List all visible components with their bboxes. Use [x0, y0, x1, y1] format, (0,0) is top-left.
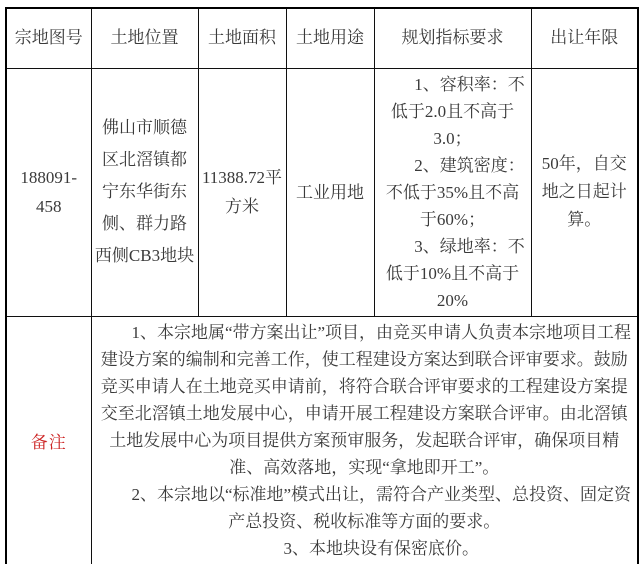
cell-land-location: 佛山市顺德区北滘镇都宁东华街东侧、群力路西侧CB3地块	[91, 68, 198, 316]
header-land-area: 土地面积	[198, 8, 286, 68]
remarks-paragraph-2: 2、本宗地以“标准地”模式出让，需符合产业类型、总投资、固定资产总投资、税收标准等方面的要求。	[131, 484, 632, 531]
cell-parcel-map-no: 188091-458	[6, 68, 91, 316]
planning-item-plot-ratio: 1、容积率：不低于2.0且不高于3.0；	[390, 74, 525, 148]
remarks-row	[6, 316, 638, 564]
parcel-data-row	[6, 68, 638, 316]
cell-land-use: 工业用地	[286, 68, 374, 316]
remarks-paragraph-3: 3、本地块设有保密底价。	[283, 538, 479, 558]
table-header-row	[6, 8, 638, 68]
land-parcel-table	[5, 7, 639, 564]
remarks-paragraph-1: 1、本宗地属“带方案出让”项目，由竞买申请人负责本宗地项目工程建设方案的编制和完善工作，使工程建设方案达到联合评审要求。鼓励竞买申请人在土地竞买申请前，将符合联合评审要求的工程建设方案提交至北滘镇土地发展中心，申请开展工程建设方案联合评审。由北滘镇土地发展中心为项目提供方案预审服务，发起联合评审，确保项目精准、高效落地，实现“拿地即开工”。	[100, 322, 632, 477]
header-land-use: 土地用途	[286, 8, 374, 68]
cell-transfer-term: 50年，自交地之日起计算。	[531, 68, 638, 316]
remarks-content	[91, 316, 638, 564]
cell-planning-requirements	[374, 68, 531, 316]
header-land-location: 土地位置	[91, 8, 198, 68]
header-transfer-term: 出让年限	[531, 8, 638, 68]
header-planning-requirements: 规划指标要求	[374, 8, 531, 68]
planning-item-building-density: 2、建筑密度：不低于35%且不高于60%；	[385, 155, 525, 229]
remarks-label: 备注	[6, 316, 91, 564]
cell-land-area: 11388.72平方米	[198, 68, 286, 316]
planning-item-green-ratio: 3、绿地率：不低于10%且不高于20%	[385, 236, 525, 310]
header-parcel-map-no: 宗地图号	[6, 8, 91, 68]
